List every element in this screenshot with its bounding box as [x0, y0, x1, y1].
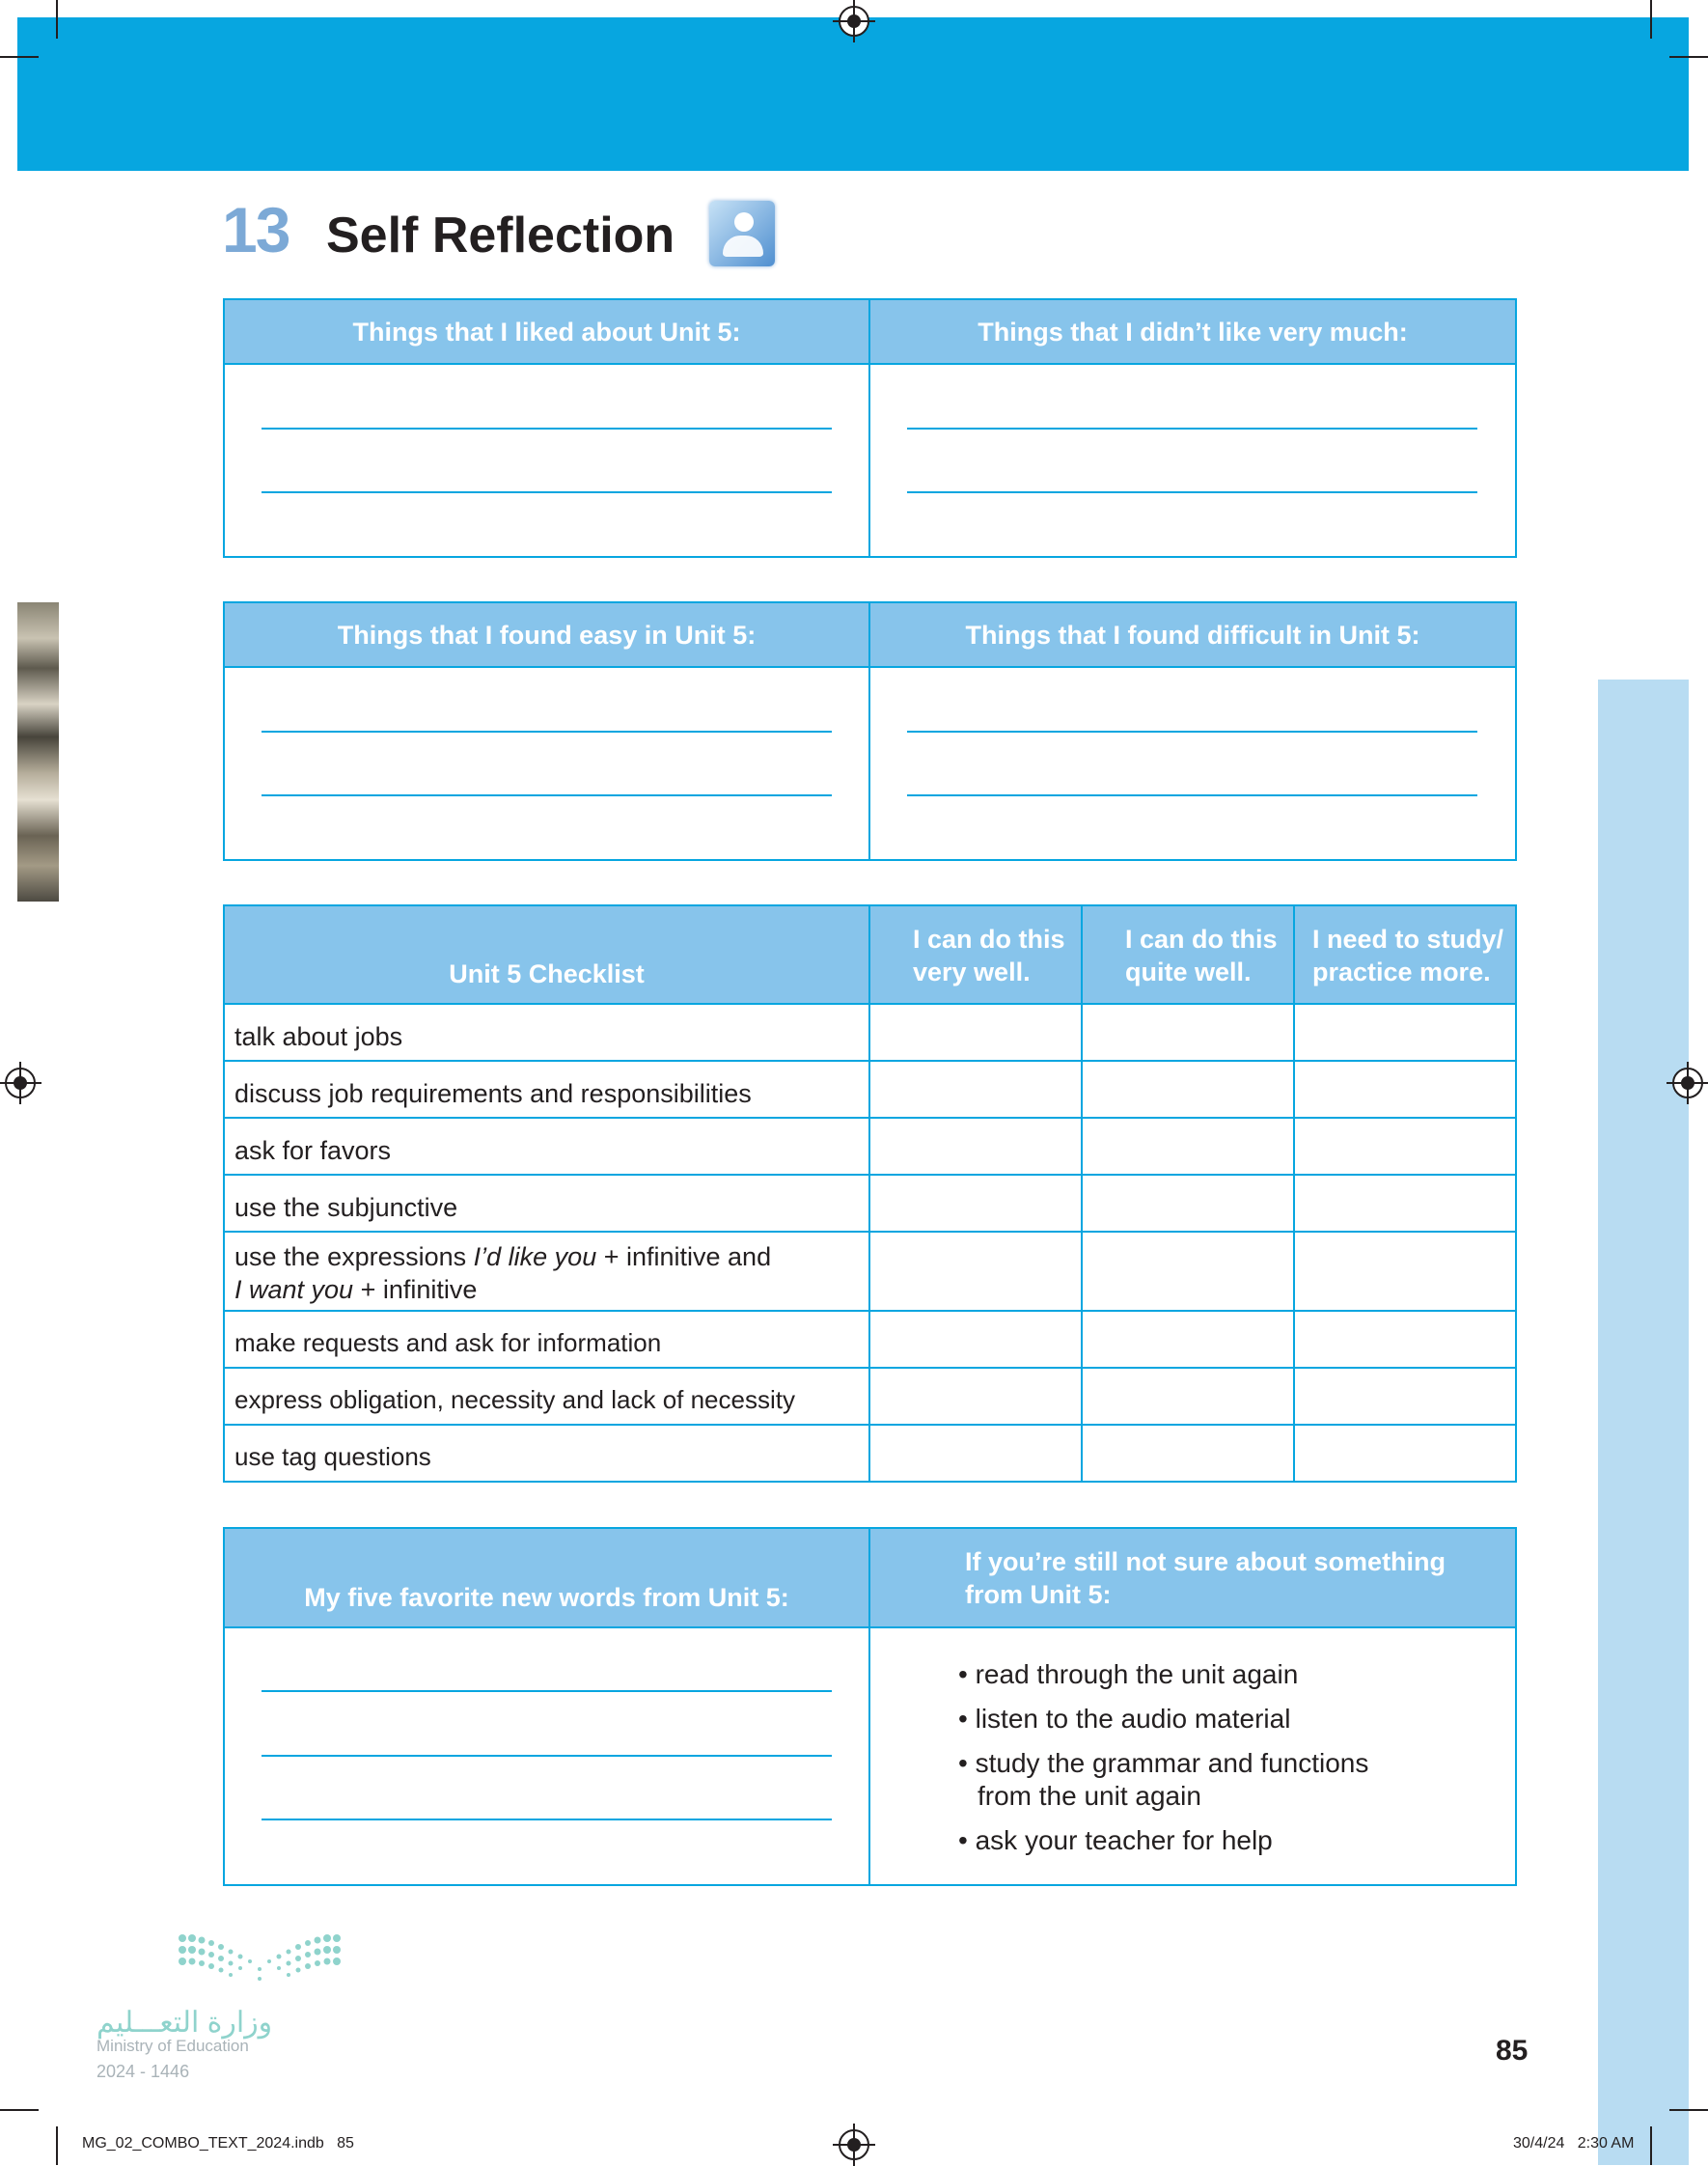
writing-line[interactable] [262, 794, 832, 796]
writing-line[interactable] [262, 731, 832, 733]
column-header-line: I can do this [1125, 924, 1278, 954]
checklist-item: use the subjunctive [234, 1193, 458, 1222]
tip-item: • study the grammar and functions from the unit again [958, 1748, 1369, 1811]
column-header-line: quite well. [1125, 957, 1252, 986]
favorite-words-header [225, 1529, 868, 1626]
checklist-item: use tag questions [234, 1442, 431, 1471]
easy-header-label: Things that I found easy in Unit 5: [337, 620, 757, 650]
print-slug-file: MG_02_COMBO_TEXT_2024.indb 85 [82, 2135, 354, 2152]
writing-line[interactable] [262, 428, 832, 430]
ministry-name-english: Ministry of Education [96, 2037, 249, 2055]
self-reflection-icon [709, 201, 775, 266]
page-title: Self Reflection [326, 208, 675, 264]
writing-line[interactable] [907, 428, 1477, 430]
crop-mark [1650, 2126, 1652, 2165]
registration-mark [839, 2129, 869, 2160]
tip-item: • read through the unit again [958, 1659, 1299, 1689]
registration-mark [1672, 1068, 1703, 1098]
unit-number: 13 [222, 194, 289, 265]
checklist-item [234, 1240, 771, 1306]
divider [868, 298, 870, 558]
not-sure-header-line: from Unit 5: [965, 1579, 1112, 1609]
tip-text: read through the unit again [975, 1659, 1299, 1689]
not-sure-header-line: If you’re still not sure about something [965, 1546, 1446, 1576]
liked-header [225, 300, 868, 364]
checklist-text: + infinitive [353, 1275, 478, 1304]
checklist-text: use the expressions [234, 1242, 474, 1271]
checklist-item: discuss job requirements and responsibilities [234, 1079, 752, 1108]
not-sure-header [870, 1529, 1515, 1626]
difficult-header-label: Things that I found difficult in Unit 5: [965, 620, 1420, 650]
checklist-item: talk about jobs [234, 1022, 403, 1051]
divider [868, 601, 870, 861]
liked-header-label: Things that I liked about Unit 5: [352, 317, 741, 347]
crop-mark [0, 2109, 39, 2111]
tip-text: study the grammar and functions [975, 1748, 1369, 1778]
ministry-year: 2024 - 1446 [96, 2062, 190, 2081]
writing-line[interactable] [907, 731, 1477, 733]
crop-mark [56, 0, 58, 39]
ministry-logo-mark [177, 1930, 343, 1986]
checklist-item: express obligation, necessity and lack of necessity [234, 1385, 795, 1414]
checklist-title-header [225, 906, 868, 1004]
page-number: 85 [1496, 2035, 1529, 2067]
divider [1081, 904, 1083, 1483]
writing-line[interactable] [262, 491, 832, 493]
disliked-header-label: Things that I didn’t like very much: [978, 317, 1408, 347]
writing-line[interactable] [262, 1755, 832, 1757]
checklist-title: Unit 5 Checklist [449, 959, 645, 988]
favorite-words-label: My five favorite new words from Unit 5: [304, 1583, 789, 1612]
difficult-header [870, 603, 1515, 667]
tip-item: • listen to the audio material [958, 1704, 1291, 1734]
column-header-very-well [870, 906, 1081, 1004]
print-slug-date: 30/4/24 2:30 AM [1513, 2135, 1635, 2152]
writing-line[interactable] [907, 491, 1477, 493]
column-header-line: practice more. [1312, 957, 1491, 986]
writing-line[interactable] [262, 1819, 832, 1820]
divider [868, 1527, 870, 1886]
checklist-item: make requests and ask for information [234, 1328, 662, 1357]
checklist-item: ask for favors [234, 1136, 392, 1165]
column-header-study-more [1295, 906, 1515, 1004]
tip-text: from the unit again [978, 1781, 1201, 1811]
edge-photo-strip [17, 602, 59, 902]
crop-mark [1650, 0, 1652, 39]
writing-line[interactable] [907, 794, 1477, 796]
divider [868, 904, 870, 1483]
ministry-name-arabic: وزارة التعـــليم [96, 2007, 273, 2039]
registration-mark [5, 1068, 36, 1098]
tip-text: listen to the audio material [975, 1704, 1291, 1734]
crop-mark [56, 2126, 58, 2165]
side-color-band [1598, 680, 1689, 2165]
disliked-header [870, 300, 1515, 364]
writing-line[interactable] [262, 1690, 832, 1692]
crop-mark [1669, 2109, 1708, 2111]
column-header-line: I need to study/ [1312, 924, 1504, 954]
column-header-line: I can do this [913, 924, 1065, 954]
crop-mark [0, 56, 39, 58]
column-header-line: very well. [913, 957, 1031, 986]
checklist-text-italic: I’d like you [473, 1242, 597, 1271]
tip-text: ask your teacher for help [975, 1825, 1273, 1855]
column-header-quite-well [1083, 906, 1293, 1004]
divider [1293, 904, 1295, 1483]
tip-item: • ask your teacher for help [958, 1825, 1273, 1855]
crop-mark [1669, 56, 1708, 58]
registration-mark [839, 6, 869, 37]
easy-header [225, 603, 868, 667]
checklist-text-italic: I want you [234, 1275, 354, 1304]
checklist-text: + infinitive and [596, 1242, 772, 1271]
